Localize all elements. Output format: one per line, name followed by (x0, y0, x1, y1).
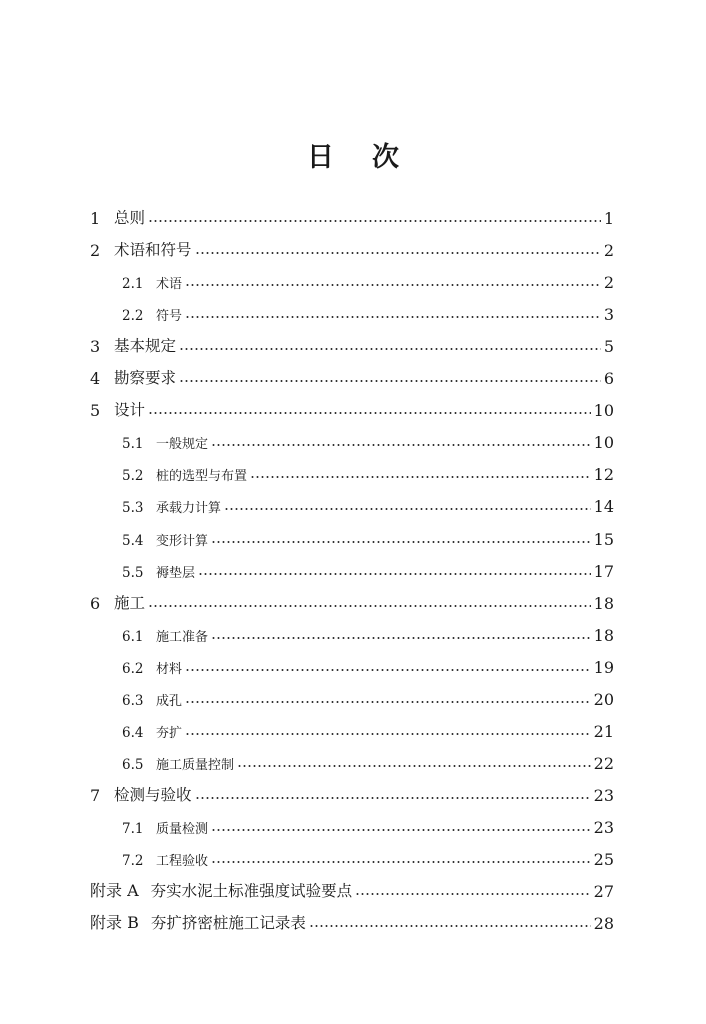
toc-entry-label: 检测与验收 (114, 785, 192, 804)
toc-entry-label: 术语和符号 (114, 241, 192, 260)
toc-entry-number: 5.1 (122, 436, 144, 453)
dot-leader (195, 797, 591, 799)
toc-entry-number: 3 (90, 337, 101, 357)
toc-entry-label: 一般规定 (156, 437, 209, 453)
toc-entry[interactable] (122, 745, 614, 773)
toc-entry-number: 5.3 (122, 500, 144, 517)
toc-entry-page-number: 15 (593, 529, 614, 549)
toc-entry-page-number: 17 (593, 561, 614, 581)
toc-entry-number: 5.5 (122, 564, 144, 581)
dot-leader (309, 925, 591, 927)
toc-entry[interactable] (90, 200, 614, 228)
toc-entry[interactable] (122, 617, 614, 645)
toc-entry[interactable] (90, 360, 614, 388)
toc-entry-page-number: 14 (593, 497, 614, 517)
toc-entry[interactable] (90, 328, 614, 356)
toc-entry-page-number: 18 (593, 625, 614, 645)
toc-entry[interactable] (122, 424, 614, 452)
dot-leader (211, 541, 591, 543)
toc-entry-page-number: 3 (603, 305, 614, 325)
dot-leader (198, 573, 591, 575)
toc-entry-number: 5.4 (122, 532, 144, 549)
dot-leader (211, 861, 591, 863)
toc-entry-number: 6.4 (122, 724, 144, 741)
toc-entry-label: 施工 (114, 593, 146, 612)
toc-entry-number: 6.3 (122, 692, 144, 709)
toc-entry-label: 夯扩挤密桩施工记录表 (150, 914, 306, 933)
toc-entry-label: 成孔 (156, 693, 183, 709)
dot-leader (185, 701, 591, 703)
toc-entry-label: 总则 (114, 209, 146, 227)
toc-entry-label: 变形计算 (156, 533, 209, 549)
toc-entry[interactable] (122, 553, 614, 581)
dot-leader (185, 284, 601, 286)
toc-entry-number: 2 (90, 241, 101, 261)
toc-entry-number: 7 (90, 785, 101, 805)
toc-entry-page-number: 19 (593, 657, 614, 677)
toc-entry[interactable] (90, 905, 614, 933)
page-title-part1: 日 (307, 142, 334, 173)
dot-leader (355, 893, 590, 895)
toc-entry-page-number: 2 (603, 273, 614, 293)
toc-entry-label: 承载力计算 (156, 501, 222, 517)
toc-entry-label: 夯实水泥土标准强度试验要点 (150, 882, 353, 901)
toc-entry-page-number: 27 (593, 882, 614, 902)
toc-entry[interactable] (90, 585, 614, 613)
page-title-part2: 次 (372, 142, 399, 173)
dot-leader (224, 508, 591, 510)
toc-entry[interactable] (90, 873, 614, 901)
toc-entry-number: 5.2 (122, 468, 144, 485)
toc-entry-label: 褥垫层 (156, 565, 196, 581)
toc-entry-number: 1 (90, 209, 101, 228)
toc-entry-label: 基本规定 (114, 337, 177, 356)
toc-entry-page-number: 18 (593, 593, 614, 613)
toc-entry[interactable] (90, 777, 614, 805)
toc-entry-number: 6.1 (122, 628, 144, 645)
dot-leader (185, 316, 601, 318)
toc-entry-page-number: 10 (593, 401, 614, 421)
dot-leader (250, 476, 591, 478)
dot-leader (179, 348, 601, 350)
toc-entry-label: 材料 (156, 661, 183, 677)
dot-leader (211, 444, 591, 446)
dot-leader (185, 669, 591, 671)
dot-leader (211, 637, 591, 639)
dot-leader (148, 220, 601, 222)
toc-entry-number: 附录 A (90, 881, 139, 901)
dot-leader (179, 380, 601, 382)
dot-leader (148, 412, 591, 414)
toc-entry-page-number: 2 (603, 241, 614, 261)
toc-entry-number: 6.2 (122, 660, 144, 677)
toc-entry-label: 质量检测 (156, 821, 209, 837)
dot-leader (148, 605, 591, 607)
dot-leader (185, 733, 591, 735)
toc-entry-page-number: 25 (593, 850, 614, 869)
toc-entry-label: 桩的选型与布置 (156, 469, 248, 485)
toc-entry[interactable] (122, 521, 614, 549)
toc-entry-page-number: 10 (593, 433, 614, 453)
toc-entry[interactable] (122, 456, 614, 484)
toc-entry-page-number: 23 (593, 817, 614, 837)
dot-leader (237, 765, 591, 767)
toc-entry-page-number: 21 (593, 721, 614, 741)
toc-entry-page-number: 20 (593, 689, 614, 709)
toc-entry-number: 7.2 (122, 853, 144, 869)
toc-entry-number: 6.5 (122, 756, 144, 773)
dot-leader (211, 829, 591, 831)
toc-entry-page-number: 28 (593, 914, 614, 934)
toc-entry-label: 夯扩 (156, 725, 183, 741)
toc-entry[interactable] (122, 809, 614, 837)
toc-entry-label: 施工质量控制 (156, 757, 235, 773)
toc-entry[interactable] (122, 713, 614, 741)
toc-entry[interactable] (122, 264, 614, 292)
toc-entry[interactable] (90, 232, 614, 260)
dot-leader (195, 252, 601, 254)
toc-entry-number: 5 (90, 401, 101, 421)
toc-entry-page-number: 12 (593, 465, 614, 485)
toc-entry[interactable] (122, 841, 614, 869)
toc-entry-page-number: 22 (593, 753, 614, 773)
toc-entry-page-number: 5 (603, 337, 614, 357)
toc-entry-label: 符号 (156, 309, 183, 325)
toc-entry-label: 设计 (114, 401, 146, 420)
toc-entry-number: 6 (90, 593, 101, 613)
toc-entry-label: 术语 (156, 277, 183, 293)
toc-entry-number: 2.2 (122, 308, 144, 325)
toc-entry-page-number: 1 (603, 209, 614, 228)
toc-entry[interactable] (122, 296, 614, 324)
toc-entry[interactable] (90, 392, 614, 420)
toc-entry-page-number: 6 (603, 369, 614, 389)
toc-entry-number: 附录 B (90, 913, 139, 933)
toc-entry[interactable] (122, 488, 614, 516)
toc-entry-label: 勘察要求 (114, 369, 177, 388)
toc-entry[interactable] (122, 681, 614, 709)
toc-entry-label: 施工准备 (156, 629, 209, 645)
toc-entry[interactable] (122, 649, 614, 677)
toc-entry-number: 7.1 (122, 820, 144, 837)
toc-entry-page-number: 23 (593, 785, 614, 805)
toc-entry-number: 4 (90, 369, 101, 389)
toc-entry-label: 工程验收 (156, 854, 209, 869)
toc-entry-number: 2.1 (122, 276, 144, 293)
page-title (0, 138, 706, 178)
